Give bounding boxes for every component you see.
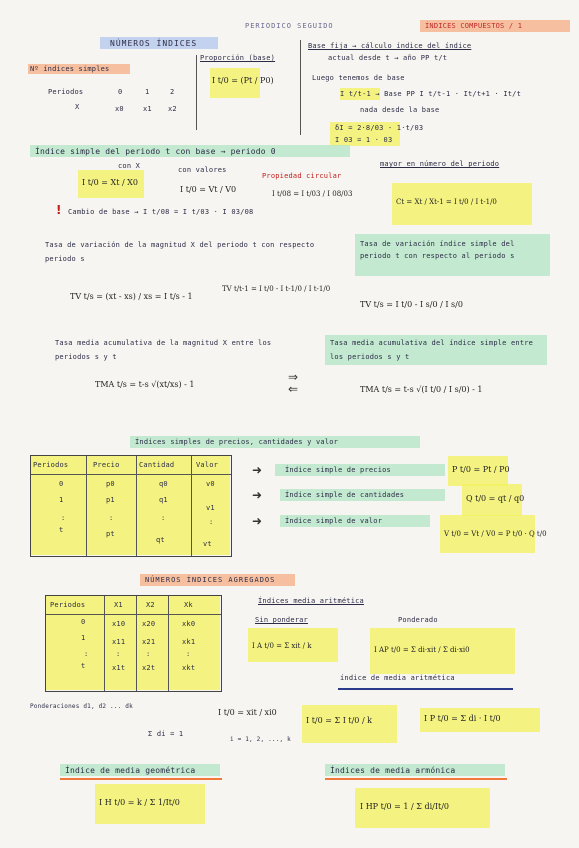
- table-cell: qt: [156, 536, 165, 544]
- tv-chain-formula: TV t/t-1 = I t/0 - I t-1/0 / I t-1/0: [222, 285, 331, 293]
- property-formula: I t/08 = I t/03 / I 08/03: [272, 190, 353, 198]
- topic-heading: NÚMEROS ÍNDICES: [110, 39, 198, 48]
- table-cell: :: [109, 514, 114, 522]
- table-cell: xk1: [182, 638, 196, 646]
- price-col-value: Valor: [196, 461, 219, 469]
- table-cell: xk0: [182, 620, 196, 628]
- tmac-formula: TMA t/s = t-s √(xt/xs) - 1: [95, 380, 195, 389]
- weighted-label: Ponderado: [398, 616, 438, 624]
- x-value-0: x0: [115, 105, 124, 113]
- divider-vertical-1: [196, 55, 197, 130]
- tmac-index-title: Tasa media acumulativa del índice simple entre los periodos s y t: [330, 339, 534, 361]
- complex-title: NÚMEROS ÍNDICES AGREGADOS: [145, 576, 276, 584]
- equivalence-arrow-back-icon: ⇐: [288, 382, 299, 396]
- index-value-label: Índice simple de valor: [285, 517, 383, 525]
- table-cell: q1: [159, 496, 168, 504]
- example-2: I 03 = 1 · 03: [335, 136, 393, 144]
- base-note-2: actual desde t → año PP t/t: [328, 54, 448, 62]
- table-row: t: [59, 526, 64, 534]
- arrow-value-icon: ➜: [252, 514, 263, 528]
- header-tag: ÍNDICES COMPUESTOS / 1: [425, 22, 523, 30]
- table-cell: x21: [142, 638, 156, 646]
- x-value-1: x1: [143, 105, 152, 113]
- variation-title: Tasa de variación de la magnitud X del periodo t con respecto periodo s: [45, 241, 315, 263]
- property-label: Propiedad circular: [262, 172, 342, 180]
- index-quantity-label: Índice simple de cantidades: [285, 491, 405, 499]
- simple-indices-heading: Nº índices simples: [30, 65, 110, 73]
- table-row: t: [81, 662, 86, 670]
- tv-formula: TV t/s = (xt - xs) / xs = I t/s - 1: [70, 292, 193, 301]
- complex-col-xk: Xk: [184, 601, 193, 609]
- table-row: :: [84, 650, 89, 658]
- table-cell: x11: [112, 638, 126, 646]
- index-simple-note: mayor en número del periodo: [380, 160, 500, 168]
- unweighted-formula: I A t/0 = Σ xit / k: [252, 642, 312, 650]
- harm-title: Índices de media armónica: [330, 766, 456, 775]
- quantity-formula: Q t/0 = qt / q0: [466, 494, 525, 503]
- table-row: 0: [59, 480, 64, 488]
- table-cell: p0: [106, 480, 115, 488]
- periods-label: Periodos: [48, 88, 84, 96]
- value-formula: V t/0 = Vt / V0 = P t/0 · Q t/0: [444, 530, 547, 538]
- weights-note: Ponderaciones d1, d2 ... dk: [30, 703, 133, 710]
- period-1: 1: [145, 88, 150, 96]
- table-cell: q0: [159, 480, 168, 488]
- complex-col-periods: Periodos: [50, 601, 86, 609]
- example-1: δI = 2·8/03 - 1·t/03: [335, 124, 424, 132]
- table-cell: p1: [106, 496, 115, 504]
- complex-col-x1: X1: [114, 601, 123, 609]
- unweighted-label: Sin ponderar: [255, 616, 308, 624]
- price-quantity-title: Índices simples de precios, cantidades y valor: [135, 438, 339, 446]
- price-table: [30, 455, 232, 557]
- change-base-formula: Cambio de base → I t/08 = I t/03 · I 03/08: [68, 208, 254, 216]
- tv-index-formula: TV t/s = I t/0 - I s/0 / I s/0: [360, 300, 463, 309]
- table-cell: xkt: [182, 664, 196, 672]
- table-cell: x2t: [142, 664, 156, 672]
- tmac-index-formula: TMA t/s = t-s √(I t/0 / I s/0) - 1: [360, 385, 483, 394]
- con-valores-label: con valores: [178, 166, 227, 174]
- table-cell: :: [161, 514, 166, 522]
- price-col-quantity: Cantidad: [139, 461, 175, 469]
- table-cell: :: [186, 650, 191, 658]
- warning-icon: !: [56, 203, 62, 217]
- aggregate-underline: [338, 688, 513, 690]
- table-cell: v0: [206, 480, 215, 488]
- table-row: 1: [59, 496, 64, 504]
- formula-index-x: I t/0 = Xt / X0: [82, 178, 138, 187]
- formula-base: I t/0 = (Pt / P0): [212, 76, 274, 85]
- table-cell: x20: [142, 620, 156, 628]
- x-value-2: x2: [168, 105, 177, 113]
- table-row: 0: [81, 618, 86, 626]
- table-cell: :: [116, 650, 121, 658]
- con-x-label: con X: [118, 162, 141, 170]
- price-col-periods: Periodos: [33, 461, 69, 469]
- weights-sum: Σ di = 1: [148, 730, 184, 738]
- geo-title: Índice de media geométrica: [65, 766, 196, 775]
- harm-underline: [325, 778, 507, 780]
- aggregate-title: índice de media aritmética: [340, 674, 455, 682]
- table-row: 1: [81, 634, 86, 642]
- circular-formula: Ct = Xt / Xt-1 = I t/0 / I t-1/0: [396, 198, 497, 206]
- index-simple-title: Índice simple del periodo t con base → periodo 0: [35, 147, 276, 156]
- equivalence-arrow-icon: ⇒: [288, 370, 299, 384]
- table-cell: x1t: [112, 664, 126, 672]
- mean-formula: I t/0 = Σ I t/0 / k: [306, 716, 373, 725]
- period-2: 2: [170, 88, 175, 96]
- table-cell: x10: [112, 620, 126, 628]
- weighted-mean-formula: I P t/0 = Σ di · I t/0: [424, 714, 501, 723]
- weighted-formula: I AP t/0 = Σ di·xit / Σ di·xi0: [374, 646, 470, 654]
- price-formula: P t/0 = Pt / P0: [452, 465, 510, 474]
- table-cell: v1: [206, 504, 215, 512]
- divider-vertical-2: [300, 40, 301, 135]
- x-label: X: [75, 103, 80, 111]
- geo-underline: [60, 778, 222, 780]
- chain-formula: I t/t-1 → Base PP I t/t-1 · It/t+1 · It/t: [340, 90, 521, 98]
- base-note-1: Base fija → cálculo índice del índice: [308, 42, 472, 50]
- table-cell: vt: [203, 540, 212, 548]
- arith-title: Índices media aritmética: [258, 597, 364, 605]
- proportion-label: Proporción (base): [200, 54, 276, 62]
- arrow-price-icon: ➜: [252, 463, 263, 477]
- table-cell: :: [146, 650, 151, 658]
- table-cell: pt: [106, 530, 115, 538]
- page-title: PERIODICO SEGUIDO: [245, 22, 334, 30]
- index-price-label: Índice simple de precios: [285, 466, 391, 474]
- ratio-formula: I t/0 = xit / xi0: [218, 708, 277, 717]
- tv-index-title: Tasa de variación índice simple del periodo t con respecto al periodo s: [360, 240, 515, 260]
- harm-formula: I HP t/0 = 1 / Σ di/It/0: [360, 802, 449, 811]
- base-note-3: Luego tenemos de base: [312, 74, 405, 82]
- geo-formula: I H t/0 = k / Σ 1/It/0: [99, 798, 180, 807]
- arrow-quantity-icon: ➜: [252, 488, 263, 502]
- chain-note: nada desde la base: [360, 106, 440, 114]
- weights-sum-range: i = 1, 2, ..., k: [230, 736, 291, 743]
- table-cell: :: [209, 518, 214, 526]
- complex-col-x2: X2: [146, 601, 155, 609]
- formula-index-v: I t/0 = Vt / V0: [180, 185, 237, 194]
- price-col-price: Precio: [93, 461, 120, 469]
- complex-table: [45, 595, 222, 692]
- period-0: 0: [118, 88, 123, 96]
- tmac-title: Tasa media acumulativa de la magnitud X entre los periodos s y t: [55, 339, 272, 361]
- table-row: :: [61, 514, 66, 522]
